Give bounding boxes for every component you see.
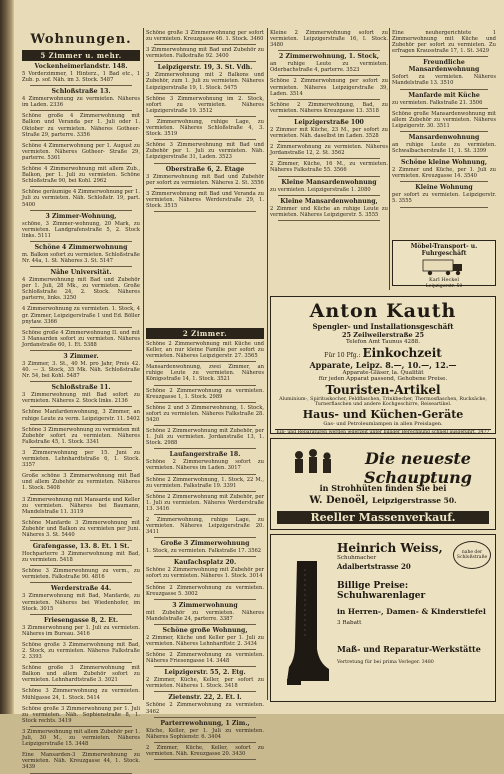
listing-separator (30, 582, 132, 583)
listing-street: 3 Zimmerwohnung (172, 601, 238, 609)
listing-street: Werderstraße 44. (50, 585, 112, 593)
listing-separator (154, 61, 256, 62)
listing-separator (154, 582, 256, 583)
listing-street: Kleine Mansardenwohnung, (280, 197, 378, 205)
listing-entry: Eine Mansarden-3 Zimmerwohnung zu vermieten. Näh. Kreuzgasse 44, 1. Stock. 3439 (22, 752, 140, 771)
listing-separator (154, 139, 256, 140)
moving-van-icon (422, 258, 466, 276)
listing-entry: Schöne Manfardenwohnung, 3 Zimmer, an ruhige Leute zu verm. Leipzigerstr. 11. 5402 (22, 409, 140, 422)
listing-separator (278, 75, 380, 76)
listing-separator (154, 116, 256, 117)
listing-separator (30, 565, 132, 566)
column-rule (389, 28, 390, 290)
listing-entry: 2 Zimmer, Küche, 16 M., zu vermieten. Näheres Falkstraße 55. 3566 (270, 161, 388, 174)
kauth-gas: Gas- und Petroleumlampen in allen Preislagen. (323, 420, 443, 427)
listing-street: Leipzigerstr. 19, 3. St. Vdh. (157, 64, 253, 72)
listing-separator (278, 158, 380, 159)
listing-separator (30, 749, 132, 750)
listing-separator (30, 726, 132, 727)
listing-entry: mit Zubehör zu vermieten. Näheres Mandelstraße 24, parterre. 3387 (146, 609, 264, 622)
listing-entry: Schöne Manfarde 3 Zimmerwohnung mit Zubehör und Balkon zu vermieten per Juni. Näheres 3. St. 5440 (22, 519, 140, 538)
straw-hat-ad (270, 438, 496, 530)
listing-separator (30, 210, 132, 211)
listing-entry: 3 Zimmerwohnung mit 2 Balkons und Zubehör, zum 1. Juli zu vermieten. Näheres Leipzigerstraße 19, 1. Stock. 5475 (146, 72, 264, 91)
listing-entry: Schöne große 4 Zimmerwohnung mit Balkon und Veranda per 1. Juli oder 1. Oktober zu vermieten. Näheres Gotheer- Straße 29, parterre. 3356 (22, 113, 140, 138)
listing-separator (278, 141, 380, 142)
listing-entry: Schöne große 3 Zimmerwohnung mit Bad, 2. Stock, zu vermieten. Näheres Falkstraße 2. 3393 (22, 641, 140, 661)
shoe-ad-repair: Maß- und Reparatur-Werkstätte (337, 644, 481, 655)
listing-street: Nähe Universität. (50, 269, 112, 277)
shoe-ad-rabatt: 3 Rabatt (337, 619, 362, 626)
figures-illustration (289, 447, 339, 477)
listing-street: Mansardenwohnung (408, 133, 480, 141)
column-rule (143, 28, 144, 700)
shoe-ad-items: in Herren-, Damen- & Kinderstiefel (337, 606, 486, 616)
listing-separator (30, 186, 132, 187)
book-binding (0, 0, 14, 714)
listing-separator (154, 402, 256, 403)
listing-separator (30, 241, 132, 242)
listing-street: 3 Zimmer. (63, 353, 99, 360)
listing-separator (30, 163, 132, 164)
listing-entry: Schöne 2 Zimmerwohnung per sofort zu vermieten. Näheres Leipzigerstraße 39, Laden. 3514 (270, 78, 388, 97)
listing-entry: 3 Zimmerwohnung per 1. Juli zu vermieten. Näheres im Bureau. 3416 (22, 624, 140, 637)
listing-entry: Mansardenwohnung, zwei Zimmer, an ruhige Leute zu vermieten. Näheres Königsstraße 14, 1. Stock. 3521 (146, 364, 264, 383)
listing-entry: Schöne geräumige 4 Zimmerwohnung per 1. Juli zu vermieten. Näh. Schloßstr. 19, part. 5400 (22, 189, 140, 208)
listing-entry: Schöne 2 Zimmerwohnung zu vermieten. Kreuzgasse 1, 1. Stock. 2989 (146, 387, 264, 400)
listing-entry: 2 Zimmer, Küche, Keller, sofort zu vermieten. Näh. Kreuzgasse 20. 3430 (146, 744, 264, 757)
column-1 (22, 30, 140, 771)
listing-entry: 3 Zimmerwohnung per 15. Juni zu vermieten. Lehnhardtstraße 6, 1. Stock. 3357 (22, 449, 140, 469)
kauth-trade: Spengler- und Installationsgeschäft (312, 322, 454, 331)
listing-separator (30, 303, 132, 304)
listing-separator (154, 474, 256, 475)
listing-entry: Sofort zu vermieten. Näheres Mandelstraße 13. 3510 (392, 74, 496, 87)
moving-ad-address: Leipzigerstr. 50 (425, 283, 463, 289)
shoe-ad-lead: Billige Preise: Schuhwarenlager (337, 580, 426, 601)
straw-hat-slogan: Reeller Massenverkauf. (277, 511, 489, 524)
listing-entry: 3 Zimmerwohnung mit Bad und Zubehör per sofort zu vermieten. Näheres 2. St. 3556 (146, 173, 264, 186)
listing-street: Schöne kleine Wohnung, (400, 159, 487, 167)
listing-separator (400, 131, 488, 132)
listing-street: Schöne 4 Zimmerwohnung (34, 243, 128, 251)
listing-street: Friesengasse 8, 2. Et. (43, 616, 119, 624)
listing-entry: Schöne große 3 Zimmerwohnung per sofort zu vermieten. Kreuzgasse 46. 1. Stock. 3460 (146, 30, 264, 43)
listing-separator (30, 685, 132, 686)
listing-separator (30, 266, 132, 267)
listing-entry: Schöne 3 Zimmerwohnung zu vermieten. Mühlgasse 24, 1. Stock. 5414 (22, 688, 140, 701)
column-2 (146, 30, 264, 322)
listing-entry: Schöne 2 Zimmerwohnung mit Zubehör, per 1. Juli zu vermieten. Näheres Werderstraße 13. 3416 (146, 493, 264, 512)
listing-entry: an ruhige Leute zu vermieten. Schwalbacherstraße 11, 1. St. 3399 (392, 141, 496, 155)
listing-street: 2 Zimmerwohnung, 1. Stock, (279, 53, 379, 61)
listing-separator (30, 773, 132, 774)
listing-separator (154, 717, 256, 718)
listing-entry: Schöne große 3 Zimmerwohnung per 1. Juli zu vermieten. Näh. Sophienstraße 8, 1. Stock rechts. 3419 (22, 705, 140, 724)
listing-street: Leipzigerstr. 55, 2. Etg. (164, 669, 246, 677)
listing-entry: an ruhige Leute zu vermieten. Oderbachstraße 4, parterre. 3523 (270, 61, 388, 74)
kauth-phone: Telefon Amt Taunus 4288. (346, 339, 420, 345)
listing-entry: Schöne große 4 Zimmerwohnung II. und mit 3 Mansarden sofort zu vermieten. Näheres Jordanstraße 60, 1. Et. 5388 (22, 329, 140, 348)
col2-entries (146, 30, 264, 212)
listing-separator (154, 666, 256, 667)
listing-separator (30, 662, 132, 663)
kauth-tourist: Touristen-Artikel (325, 382, 441, 397)
section-title: Wohnungen. (30, 32, 132, 47)
kauth-lead: Für 10 Pfg.: (324, 351, 361, 359)
moving-company-ad (392, 240, 496, 289)
listing-street: Zietenstr. 22, 2. Et. l. (168, 694, 242, 702)
listing-entry: Hochparterre 3 Zimmerwohnung mit Bad, zu vermieten. 5418 (22, 551, 140, 564)
listing-entry: 3 Zimmerwohnung mit Bad und Veranda zu vermieten. Näheres Werderstraße 29, 1. Stock. 3515 (146, 190, 264, 209)
listing-street: Leipzigerstraße 100 (294, 118, 364, 126)
listing-separator (30, 703, 132, 704)
listing-separator (30, 494, 132, 495)
listing-street: Vockenheimerlandstr. 148. (34, 63, 128, 70)
listing-separator (154, 163, 256, 164)
listing-separator (154, 211, 256, 212)
boot-icon (283, 559, 331, 687)
shoe-ad-address: Adalbertstrasse 20 (337, 561, 411, 571)
listing-separator (30, 540, 132, 541)
kauth-product: Einkochzeit (362, 345, 442, 360)
listing-entry: Schöne 2 Zimmerwohnung sofort zu vermieten. Näheres im Laden. 3017 (146, 459, 264, 472)
listing-separator (30, 327, 132, 328)
listing-entry: Schöne 2 Zimmerwohnung, Bad, zu vermieten. Näheres Kreuzgasse 13. 3518 (270, 101, 388, 114)
listing-separator (154, 514, 256, 515)
listing-entry: 2 Zimmer, Küche, Keller, per sofort zu vermieten. Näheres 1. Stock. 3418 (146, 677, 264, 690)
kauth-haus: Haus- und Küchen-Geräte (302, 407, 464, 421)
listing-entry: 1. Stock, zu vermieten. Falkstraße 17. 3562 (146, 548, 262, 555)
listing-entry: 4 Zimmerwohnung zu vermieten. 1. Stock, 4 gr. Zimmer, Leipzigerstraße 1 und Ed. Böller pnytaw. 3366 (22, 306, 140, 325)
listing-entry: 3 Zimmerwohnung mit allem Zubehör per 1. Juli, 30 M., zu vermieten. Näheres Leipzigerstraße 15. 3448 (22, 728, 140, 748)
shoe-store-ad (270, 534, 496, 702)
listing-entry: 2 Zimmerwohnung zu vermieten. Näheres Jordanstraße 12, 2. St. 3562 (270, 144, 388, 157)
listing-separator (30, 639, 132, 640)
listing-separator (400, 56, 488, 57)
listing-separator (400, 156, 488, 157)
listing-entry: Schöne große 3 Zimmerwohnung mit Balkon und allem Zubehör sofort zu vermieten. Lehnhardtstraße 3. 3021 (22, 665, 140, 684)
listing-entry: 2 Zimmer und Küche an ruhige Leute zu vermieten. Näheres Leipzigerstr. 5. 3555 (270, 205, 388, 218)
listing-entry: Schöne 2 Zimmerwohnung zu vermieten. Näheres Friesengasse 14. 3448 (146, 652, 264, 665)
listing-separator (154, 448, 256, 449)
listing-separator (154, 599, 256, 600)
listing-entry: zu vermieten. Falkstraße 21. 3506 (392, 99, 483, 106)
shoe-ad-footer: Vertretung für bei prima Verleger. 3480 (337, 660, 434, 666)
listing-entry: Schöne 4 Zimmerwohnung per 1. August zu vermieten. Näheres Gotheer- Straße 29, parterre. 5361 (22, 142, 140, 161)
listing-entry: Schöne 3 Zimmerwohnung zu verm., zu vermieten. Falkstraße 90. 4816 (22, 568, 140, 581)
straw-hat-dealer: W. Denoël, (309, 495, 369, 506)
listing-separator (154, 742, 256, 743)
listing-separator (400, 108, 488, 109)
listing-entry: Schöne 2 Zimmerwohnung mit Zubehör per sofort zu vermieten. Näheres 1. Stock. 3014 (146, 567, 264, 580)
col3-entries (270, 30, 388, 221)
listing-separator (154, 691, 256, 692)
listing-street: Kaufachsplatz 20. (173, 559, 237, 567)
listing-entry: Schöne 2 Zimmerwohnung zu vermieten. 3462 (146, 702, 264, 715)
listing-separator (154, 425, 256, 426)
listing-street: Kleine Wohnung (415, 184, 473, 192)
listing-separator (30, 406, 132, 407)
listing-street: Große 3 Zimmerwohnung (160, 540, 250, 548)
kauth-footer: Ein- und Reparaturen werden jederzeit unter billiger Berechnung schnell ausgeführt. 3477 (276, 429, 490, 435)
listing-street: Manfarde mit Küche (408, 91, 480, 99)
listing-street: Freundliche Mansardenwohnung (408, 59, 480, 74)
listing-separator (30, 517, 132, 518)
listing-entry: Schöne 4 Zimmerwohnung mit allem Zub., Balkon, per 1. Juli zu vermieten. Schöne Schloßstraße 90, bei Kohl. 2962 (22, 166, 140, 185)
listing-separator (154, 556, 256, 557)
listing-entry: Schöne 3 Zimmerwohnung mit Bad und Zubehör per 1. Juli zu vermieten. Näh. Leipzigerstraße 31, Laden. 3523 (146, 142, 264, 161)
listing-entry: 3 Zimmerwohnung mit Bad sofort zu vermieten. Näheres 2. Stock links. 2136 (22, 392, 140, 405)
kauth-address: 25 Zeilweilerstraße 25 (341, 331, 425, 339)
listing-entry: Schöne 2 Zimmerwohnung mit Küche und Keller, an nur kleine Familie per sofort zu vermieten. Näheres Leipzigerstr. 27. 3565 (146, 341, 264, 360)
listing-separator (154, 759, 256, 760)
straw-hat-line: in Strohhüten finden Sie bei (319, 483, 447, 493)
listing-entry: Schöne 2 und 3 Zimmerwohnung, 1. Stock, sofort zu vermieten. Näheres Falkstraße 28. 5420 (146, 404, 264, 423)
listing-separator (278, 195, 380, 196)
straw-hat-address: Leipzigerstrasse 50. (372, 496, 457, 505)
listing-street: Laufangerstraße 18. (169, 451, 241, 459)
listing-entry: schöne, 3 Zimmer-wohnung, 20 Mark, zu vermieten. Landgrafenstraße 5, 2. Stock links. 5111 (22, 220, 140, 239)
listing-entry: per sofort zu vermieten. Leipzigerstr. 5. 3555 (392, 192, 496, 205)
listing-entry: 5 Vorderzimmer, 1 Hinterz., 1 Bad etc., 1 Zub. p. sof. Näh. im 3. Stock. 5487 (22, 71, 140, 84)
listing-street: Parterrewohnung, 1 Zim., (160, 719, 250, 727)
listing-street: 3 Zimmer-Wohnung, (45, 212, 117, 220)
column-2-lower (146, 326, 264, 757)
listing-street: Schloßstraße 11. (51, 384, 111, 392)
listing-separator (400, 207, 488, 208)
listing-entry: Große schöne 3 Zimmerwohnung mit Bad und allem Zubehör zu vermieten. Näheres 1. Stock. 5408 (22, 473, 140, 492)
listing-separator (154, 385, 256, 386)
listing-separator (30, 447, 132, 448)
listing-separator (278, 99, 380, 100)
listing-separator (154, 649, 256, 650)
listing-entry: Schöne 3 Zimmerwohnung im 2. Stock, sofort zu vermieten. Näheres Leipzigerstraße 19. 3512 (146, 95, 264, 114)
listing-entry: Schöne 3 Zimmerwohnung zu vermieten mit Zubehör sofort zu vermieten. Näheres Falkstraße 45, 1. Stock. 3341 (22, 426, 140, 445)
listing-entry: 4 Zimmerwohnung mit Bad und Zubehör per 1. Juli, 28 Mk., zu vermieten. Große Schloßstraße 24, 2. Stock. Näheres parterre, links. 3250 (22, 277, 140, 302)
shoe-ad-trade: Schuhmacher (337, 555, 377, 561)
kauth-glaeser: Apparate-Gläser, la. Qualität (342, 369, 424, 376)
listing-separator (154, 188, 256, 189)
category-5-rooms: 5 Zimmer u. mehr. (22, 50, 140, 61)
listing-separator (30, 424, 132, 425)
col4-entries (392, 30, 496, 208)
listing-separator (154, 491, 256, 492)
listing-separator (154, 537, 256, 538)
listing-entry: Eine neuhergerichtete 1 Zimmerwohnung mit Küche und Zubehör per sofort zu vermieten. Zu erfragen Krausstraße 17, 1. St. 3429 (392, 30, 496, 55)
shoe-ad-name: Heinrich Weiss, (337, 541, 443, 555)
moving-ad-title: Möbel-Transport- u. Fuhrgeschäft (410, 243, 478, 257)
listing-entry: 3 Zimmerwohnung mit Bad, Manfarde, zu vermieten. Näheres bei Wiedenhofer, im Stock. 3015 (22, 593, 140, 612)
listing-separator (30, 350, 132, 351)
category-2-rooms: 2 Zimmer. (146, 328, 264, 339)
listing-entry: Schöne 2 Zimmerwohnung zu vermieten. Kreuzgasse 5. 3002 (146, 584, 264, 597)
listing-entry: 3 Zimmer, 3. St., 40 M. pro Jahr, Preis 42. 40. — 3. Stock, 35 Mk. Näh. Schloßstraße Nr. 54, bei Kohl. 5487 (22, 361, 140, 380)
column-rule (267, 28, 268, 700)
listing-street: Schloßstraße 13. (51, 88, 111, 96)
listing-entry: Kleine 2 Zimmerwohnung sofort zu vermieten. Leipzigerstraße 16, I. Stock. 3480 (270, 30, 388, 49)
listing-separator (278, 116, 380, 117)
kauth-name: Anton Kauth (309, 300, 457, 322)
kauth-apparate: Apparate, Leipz. 8.—, 10.—, 12.— (309, 359, 457, 370)
kauth-ad (270, 296, 496, 434)
listing-entry: Küche, Keller, per 1. Juli zu vermieten. Näheres Sophienstr. 6. 3404 (146, 727, 264, 740)
moving-ad-owner: Karl Heckel (428, 277, 459, 283)
listing-separator (278, 50, 380, 51)
listing-entry: 2 Zimmer, Küche und Keller per 1. Juli zu vermieten. Näheres Lehnhardtstr. 2. 3434 (146, 634, 264, 647)
listing-separator (154, 93, 256, 94)
listing-separator (30, 85, 132, 86)
listing-entry: 3 Zimmerwohnung mit Mansarde und Keller zu vermieten. Näheres bei Baumann, Mandelstraße 11. 3119 (22, 496, 140, 515)
listing-entry: 3 Zimmerwohnung mit Bad und Zubehör zu vermieten. Falkstraße 92. 3400 (146, 47, 264, 60)
listing-separator (400, 181, 488, 182)
column-3 (270, 30, 388, 292)
listing-entry: m. Balkon sofort zu vermieten. Schloßstraße Nr. 44a, 1. St. Näheres 3. St. 5147 (22, 251, 140, 264)
listing-separator (30, 470, 132, 471)
listing-street: Grafengasse, 13. 8. Et. 1 St. (32, 543, 130, 551)
kauth-desc: Aluminium-, Spirituskocher, Feldflaschen, Trinkbecher, Thermosflaschen, Rucksäcke, Turnerflaschen und andere Kochgeschirre, Reiseartikel. (279, 396, 487, 408)
listing-separator (30, 140, 132, 141)
col2b-entries (146, 341, 264, 760)
listing-separator (30, 381, 132, 382)
listing-separator (30, 614, 132, 615)
listing-street: Oberstraße 6, 2. Etage (165, 165, 245, 173)
col1-entries (22, 63, 140, 774)
straw-hat-brand: Die neueste Schauptung (364, 449, 472, 487)
listing-separator (30, 110, 132, 111)
listing-separator (154, 624, 256, 625)
listing-entry: 4 Zimmerwohnung zu vermieten. Näheres im Laden. 2336 (22, 96, 140, 109)
shoe-ad-stamp: nahe der Schloßstraße (453, 541, 491, 569)
listing-entry: Schöne 2 Zimmerwohnung mit Zubehör, per 1. Juli zu vermieten. Jordanstraße 13, 1. Stock. 2988 (146, 428, 264, 447)
listing-entry: 2 Zimmer und Küche, per 1. Juli zu vermieten. Kreuzgasse 14. 3540 (392, 167, 496, 180)
listing-separator (154, 361, 256, 362)
listing-separator (400, 89, 488, 90)
listing-entry: 2 Zimmerwohnung, ruhige Lage, zu vermieten. Näheres Leipzigerstraße 20. 3411 (146, 516, 264, 536)
kauth-items: für jeden Apparat passend, Gehobene Preise. (318, 376, 448, 383)
listing-street: Kleine Mansardenwohnung (281, 178, 377, 186)
listing-street: Schöne große Wohnung, (162, 626, 248, 634)
listing-entry: Schöne 2 Zimmerwohnung, 1. Stock, 22 M., zu vermieten. Falkstraße 19. 3391 (146, 476, 264, 489)
listing-separator (278, 220, 380, 221)
listing-entry: 2 Zimmer mit Küche, 23 M., per sofort zu vermieten. Näh. daselbst im Laden. 3528 (270, 126, 388, 140)
listing-entry: zu vermieten. Leipzigerstraße 1. 2080 (270, 186, 371, 193)
listing-entry: Schöne große Mansardenwohnung mit allem Zubehör zu vermieten. Näheres Leipzigerstr. 30. 3511 (392, 110, 496, 129)
listing-separator (278, 176, 380, 177)
listing-separator (154, 44, 256, 45)
listing-entry: 3 Zimmerwohnung, ruhige Lage, zu vermieten. Näheres Schloßstraße 4, 3. Stock. 3519 (146, 118, 264, 138)
